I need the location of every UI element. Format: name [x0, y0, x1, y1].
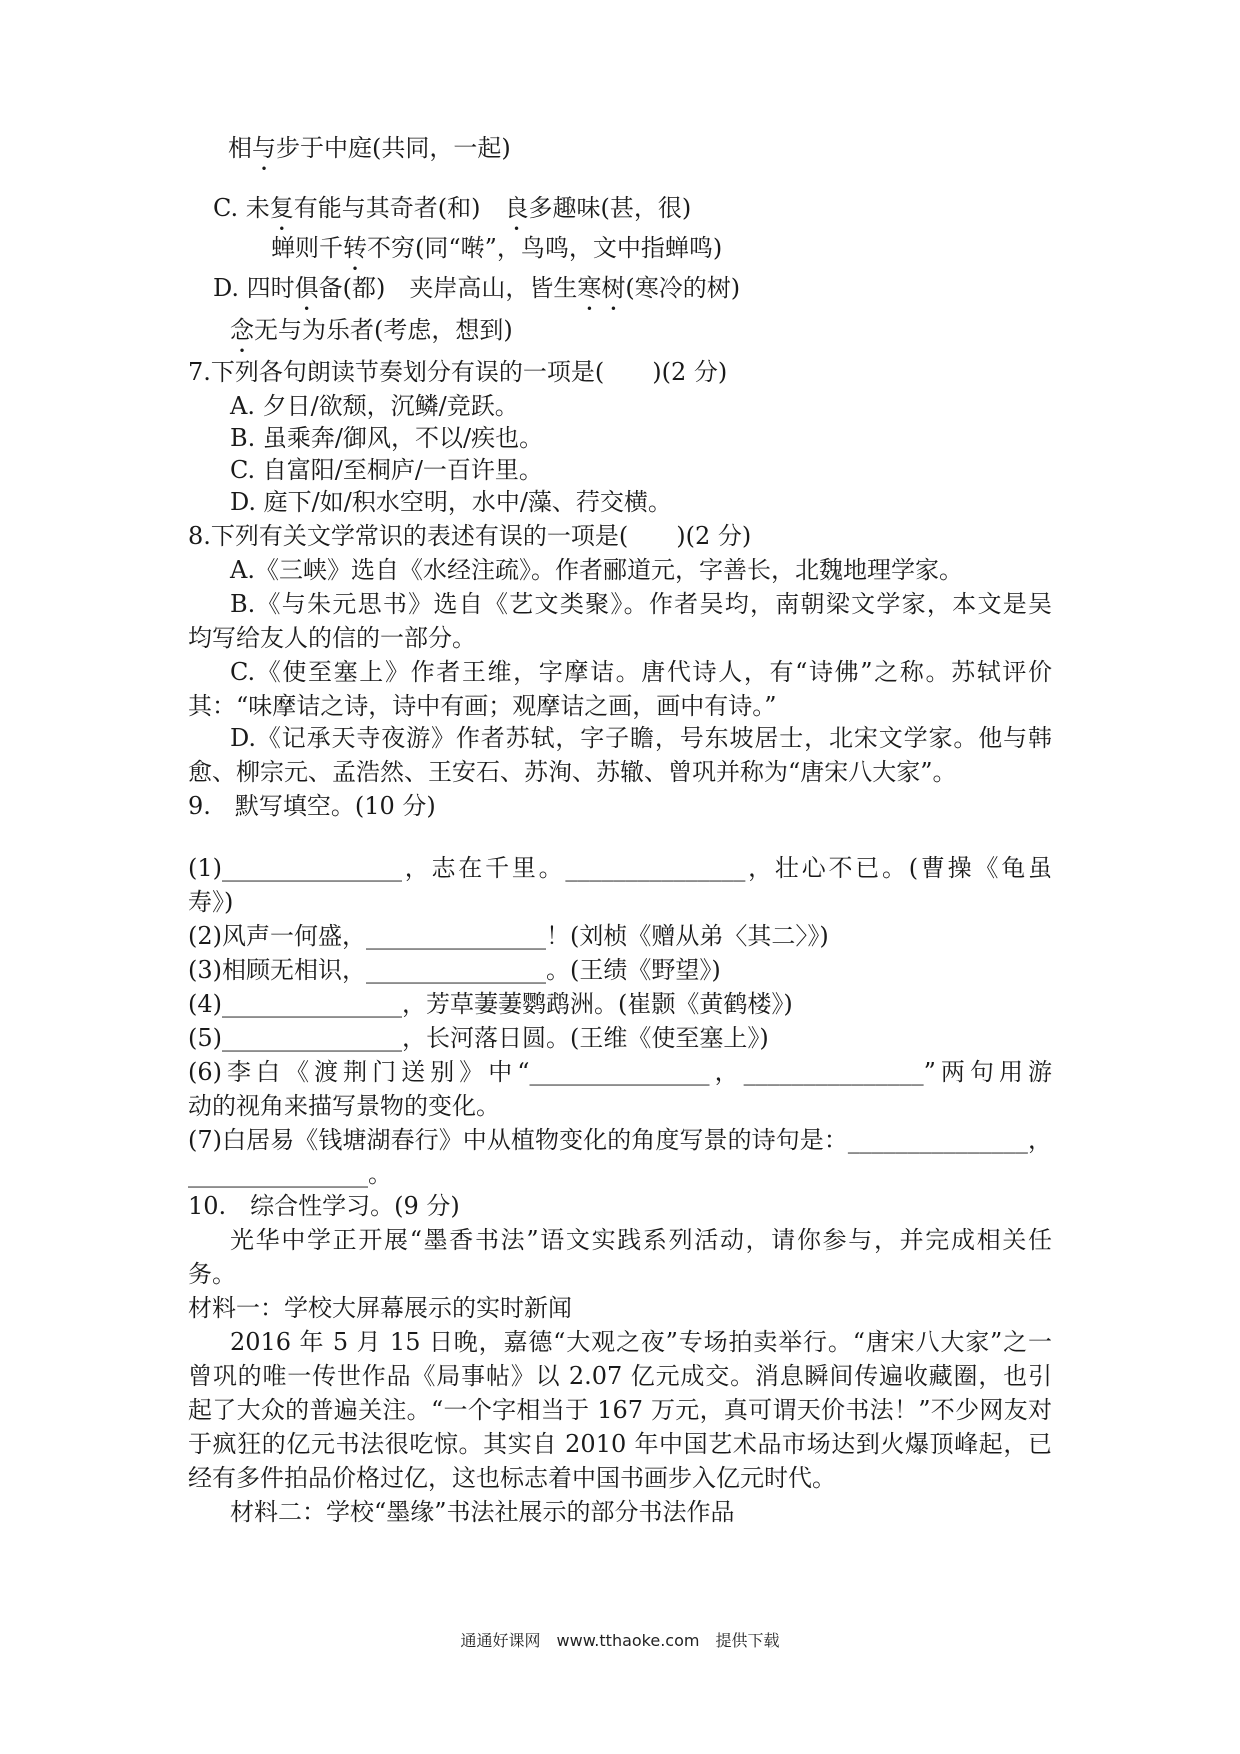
- material-1-title: 材料一：学校大屏幕展示的实时新闻: [188, 1294, 572, 1322]
- q9-item-1: (1)_______________，志在千里。_______________，壮心不已。(曹操《龟虽: [188, 854, 1052, 882]
- q9-item-7: (7)白居易《钱塘湖春行》中从植物变化的角度写景的诗句是：_______________，: [188, 1126, 1052, 1154]
- q9-item-6-cont: 动的视角来描写景物的变化。: [188, 1092, 500, 1120]
- material-1-line1: 2016 年 5 月 15 日晚，嘉德“大观之夜”专场拍卖举行。“唐宋八大家”之一: [230, 1328, 1052, 1356]
- q8-option-b-line2: 均写给友人的信的一部分。: [188, 624, 476, 652]
- q8-stem: 8.下列有关文学常识的表述有误的一项是( )(2 分): [188, 522, 752, 550]
- q6-option-c-line1: C. 未复有能与其奇者(和) 良多趣味(甚，很): [213, 194, 692, 222]
- q6-option-d-line2: 念无与为乐者(考虑，想到): [230, 316, 513, 344]
- q7-option-b: B. 虽乘奔/御风，不以/疾也。: [230, 424, 544, 452]
- emphasis-char: 良: [504, 194, 529, 222]
- q9-item-6: (6)李白《渡荆门送别》中“_______________，_______________”两句用游: [188, 1058, 1052, 1086]
- q8-option-a: A.《三峡》选自《水经注疏》。作者郦道元，字善长，北魏地理学家。: [230, 556, 963, 584]
- q9-item-2: (2)风声一何盛，_______________！(刘桢《赠从弟〈其二〉》): [188, 922, 829, 950]
- q10-intro-line1: 光华中学正开展“墨香书法”语文实践系列活动，请你参与，并完成相关任: [230, 1226, 1052, 1254]
- material-1-line2: 曾巩的唯一传世作品《局事帖》以 2.07 亿元成交。消息瞬间传遍收藏圈，也引: [188, 1362, 1052, 1390]
- q8-option-b-line1: B.《与朱元思书》选自《艺文类聚》。作者吴均，南朝梁文学家，本文是吴: [230, 590, 1052, 618]
- material-1-line4: 于疯狂的亿元书法很吃惊。其实自 2010 年中国艺术品市场达到火爆顶峰起，已: [188, 1430, 1052, 1458]
- material-1-line5: 经有多件拍品价格过亿，这也标志着中国书画步入亿元时代。: [188, 1464, 836, 1492]
- q8-option-c-line1: C.《使至塞上》作者王维，字摩诘。唐代诗人，有“诗佛”之称。苏轼评价: [230, 658, 1052, 686]
- q10-stem: 10. 综合性学习。(9 分): [188, 1192, 460, 1220]
- q9-item-4: (4)_______________，芳草萋萋鹦鹉洲。(崔颢《黄鹤楼》): [188, 990, 793, 1018]
- q9-stem: 9. 默写填空。(10 分): [188, 792, 436, 820]
- q9-item-1-cont: 寿》): [188, 888, 234, 916]
- emphasis-char: 复: [269, 194, 294, 222]
- q10-intro-line2: 务。: [188, 1260, 236, 1288]
- emphasis-char: 念: [230, 316, 254, 344]
- q8-option-c-line2: 其：“味摩诘之诗，诗中有画；观摩诘之画，画中有诗。”: [188, 692, 777, 720]
- q6-option-c-line2: 蝉则千转不穷(同“啭”，鸟鸣，文中指蝉鸣): [271, 234, 723, 262]
- emphasis-char: 寒树: [577, 274, 626, 302]
- q7-option-a: A. 夕日/欲颓，沉鳞/竞跃。: [230, 392, 519, 420]
- emphasis-char: 转: [343, 234, 367, 262]
- emphasis-char: 俱: [294, 274, 319, 302]
- page-footer: 通通好课网 www.tthaoke.com 提供下载: [460, 1631, 780, 1650]
- q9-item-3: (3)相顾无相识，_______________。(王绩《野望》): [188, 956, 721, 984]
- q7-stem: 7.下列各句朗读节奏划分有误的一项是( )(2 分): [188, 358, 728, 386]
- q6-option-d-line1: D. 四时俱备(都) 夹岸高山，皆生寒树(寒冷的树): [213, 274, 741, 302]
- emphasis-char: 与: [252, 134, 276, 162]
- q7-option-d: D. 庭下/如/积水空明，水中/藻、荇交横。: [230, 488, 672, 516]
- q7-option-c: C. 自富阳/至桐庐/一百许里。: [230, 456, 543, 484]
- q8-option-d-line2: 愈、柳宗元、孟浩然、王安石、苏洵、苏辙、曾巩并称为“唐宋八大家”。: [188, 758, 957, 786]
- material-2-title: 材料二：学校“墨缘”书法社展示的部分书法作品: [230, 1498, 735, 1526]
- q9-item-7-cont: _______________。: [188, 1160, 392, 1188]
- q9-item-5: (5)_______________，长河落日圆。(王维《使至塞上》): [188, 1024, 769, 1052]
- q8-option-d-line1: D.《记承天寺夜游》作者苏轼，字子瞻，号东坡居士，北宋文学家。他与韩: [230, 724, 1052, 752]
- material-1-line3: 起了大众的普遍关注。“一个字相当于 167 万元，真可谓天价书法！”不少网友对: [188, 1396, 1052, 1424]
- q6-option-b-line2: 相与步于中庭(共同，一起): [228, 134, 511, 162]
